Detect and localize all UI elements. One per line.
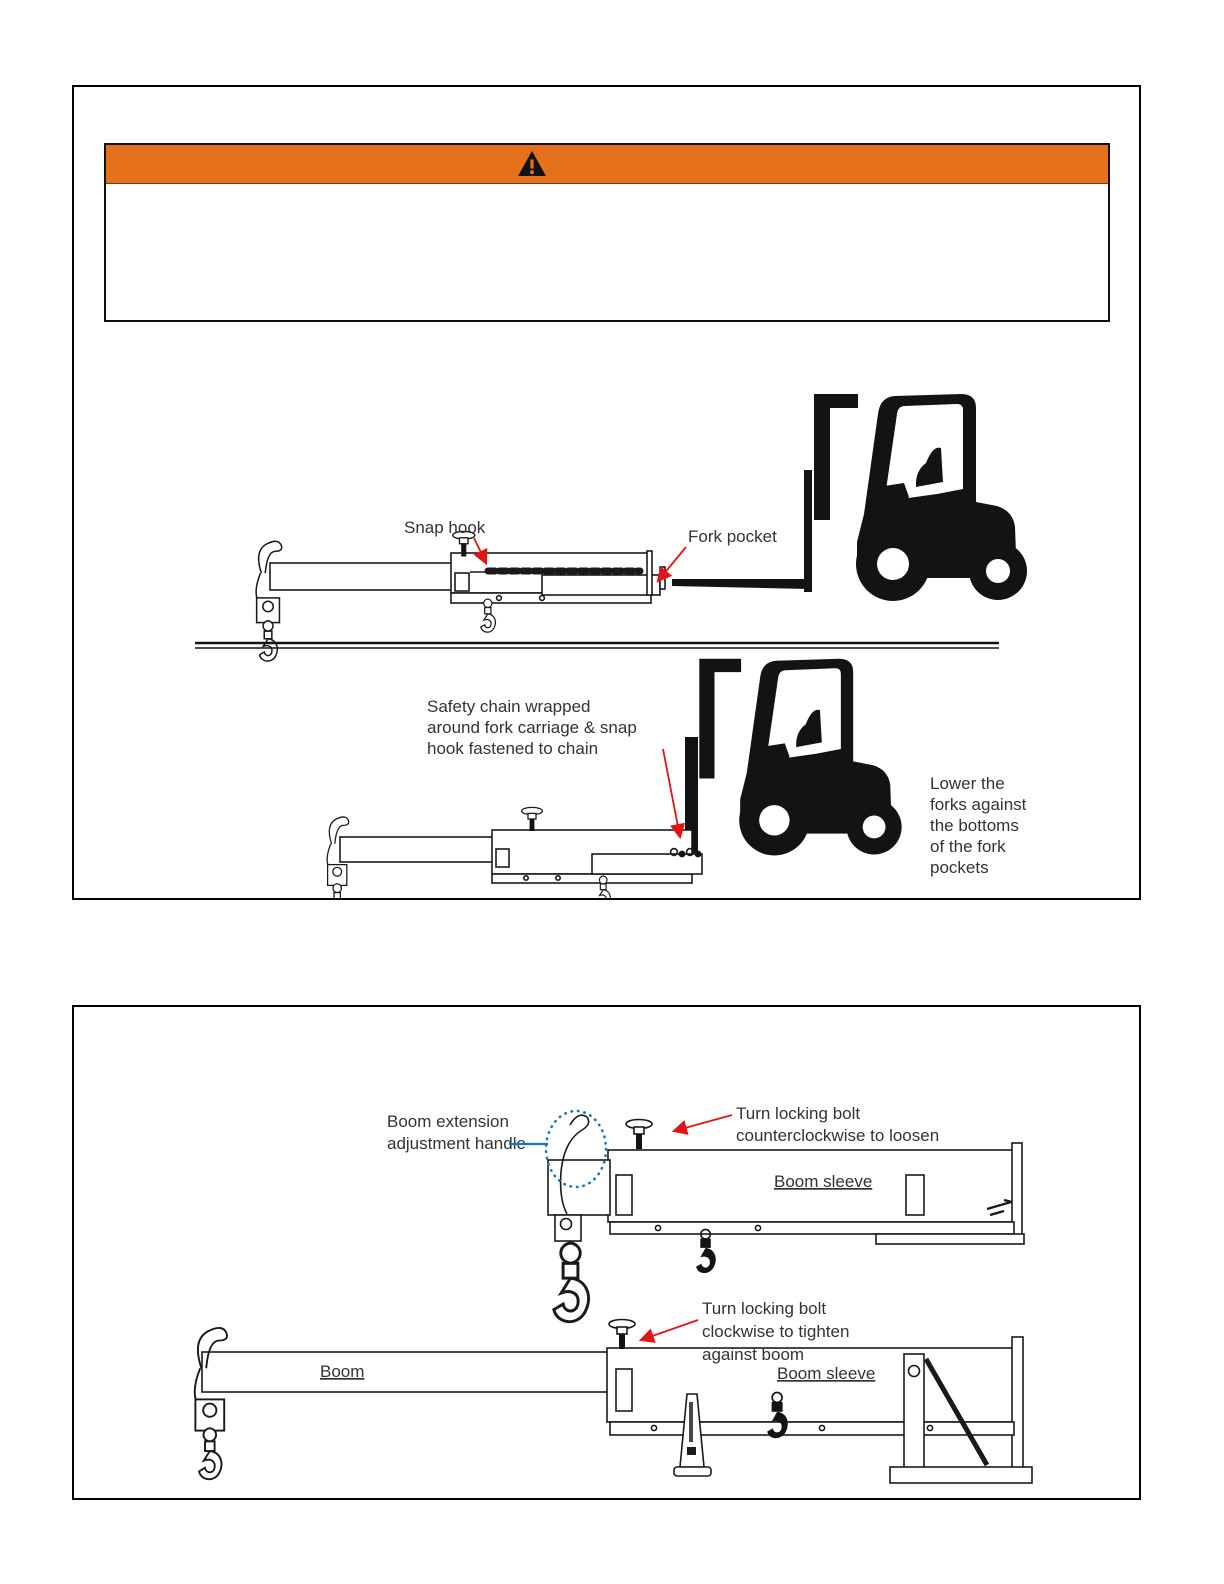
svg-text:the bottoms: the bottoms <box>930 816 1019 835</box>
forklift-mounting-figure <box>74 87 1139 898</box>
safety-chain-note <box>427 697 637 758</box>
svg-text:pockets: pockets <box>930 858 989 877</box>
forklift-icon <box>672 394 1027 601</box>
boom-end-hook <box>195 1328 227 1479</box>
fork-pocket-arrow <box>658 547 686 581</box>
locking-bolt <box>626 1120 652 1150</box>
snap-hook-label: Snap hook <box>404 518 486 537</box>
fork-blade <box>672 579 808 589</box>
svg-text:Lower the: Lower the <box>930 774 1005 793</box>
safety-chain-arrow <box>663 749 680 837</box>
lower-forks-note <box>930 774 1027 877</box>
loosen-note <box>736 1104 939 1145</box>
main-hook-icon <box>554 1243 589 1322</box>
svg-text:Turn locking bolt: Turn locking bolt <box>736 1104 861 1123</box>
svg-text:against boom: against boom <box>702 1345 805 1364</box>
svg-text:hook fastened to chain: hook fastened to chain <box>427 739 599 758</box>
boom-sleeve-drawing <box>548 1115 1024 1321</box>
svg-text:around fork carriage & snap: around fork carriage & snap <box>427 718 637 737</box>
loosen-diagram <box>387 1104 1024 1322</box>
svg-text:counterclockwise to loosen: counterclockwise to loosen <box>736 1126 940 1145</box>
locking-bolt <box>522 807 543 831</box>
locking-bolt <box>609 1320 635 1350</box>
fork-pocket-label: Fork pocket <box>688 527 777 546</box>
svg-text:clockwise to tighten: clockwise to tighten <box>702 1322 850 1341</box>
boom-mounted-diagram <box>327 659 1027 898</box>
boom-on-ground-diagram <box>195 394 1027 661</box>
boom-sleeve-label: Boom sleeve <box>774 1172 873 1191</box>
tighten-diagram <box>195 1299 1032 1483</box>
boom-drawing <box>327 807 702 898</box>
sleeve-hook-icon <box>696 1230 716 1274</box>
fork-pocket <box>592 854 702 874</box>
svg-text:Safety chain wrapped: Safety chain wrapped <box>427 697 591 716</box>
svg-text:Boom extension: Boom extension <box>387 1112 509 1131</box>
loosen-arrow <box>674 1115 732 1131</box>
boom-adjustment-panel <box>72 1005 1141 1500</box>
handle-note <box>387 1112 526 1153</box>
boom-drawing <box>195 1320 1032 1484</box>
mounting-figure-panel <box>72 85 1141 900</box>
svg-text:Turn locking bolt: Turn locking bolt <box>702 1299 827 1318</box>
fork-pocket <box>542 575 660 595</box>
snap-hook-icon <box>481 599 496 632</box>
boom-label: Boom <box>320 1362 365 1381</box>
boom-adjustment-figure <box>74 1007 1139 1498</box>
boom-sleeve-label: Boom sleeve <box>777 1364 876 1383</box>
boom-drawing <box>256 531 665 661</box>
fork-carriage <box>804 470 812 592</box>
svg-text:forks against: forks against <box>930 795 1027 814</box>
svg-text:of the fork: of the fork <box>930 837 1006 856</box>
forklift-icon <box>685 659 902 869</box>
tighten-arrow <box>641 1320 698 1340</box>
ground-line <box>195 643 999 648</box>
svg-text:adjustment handle: adjustment handle <box>387 1134 526 1153</box>
